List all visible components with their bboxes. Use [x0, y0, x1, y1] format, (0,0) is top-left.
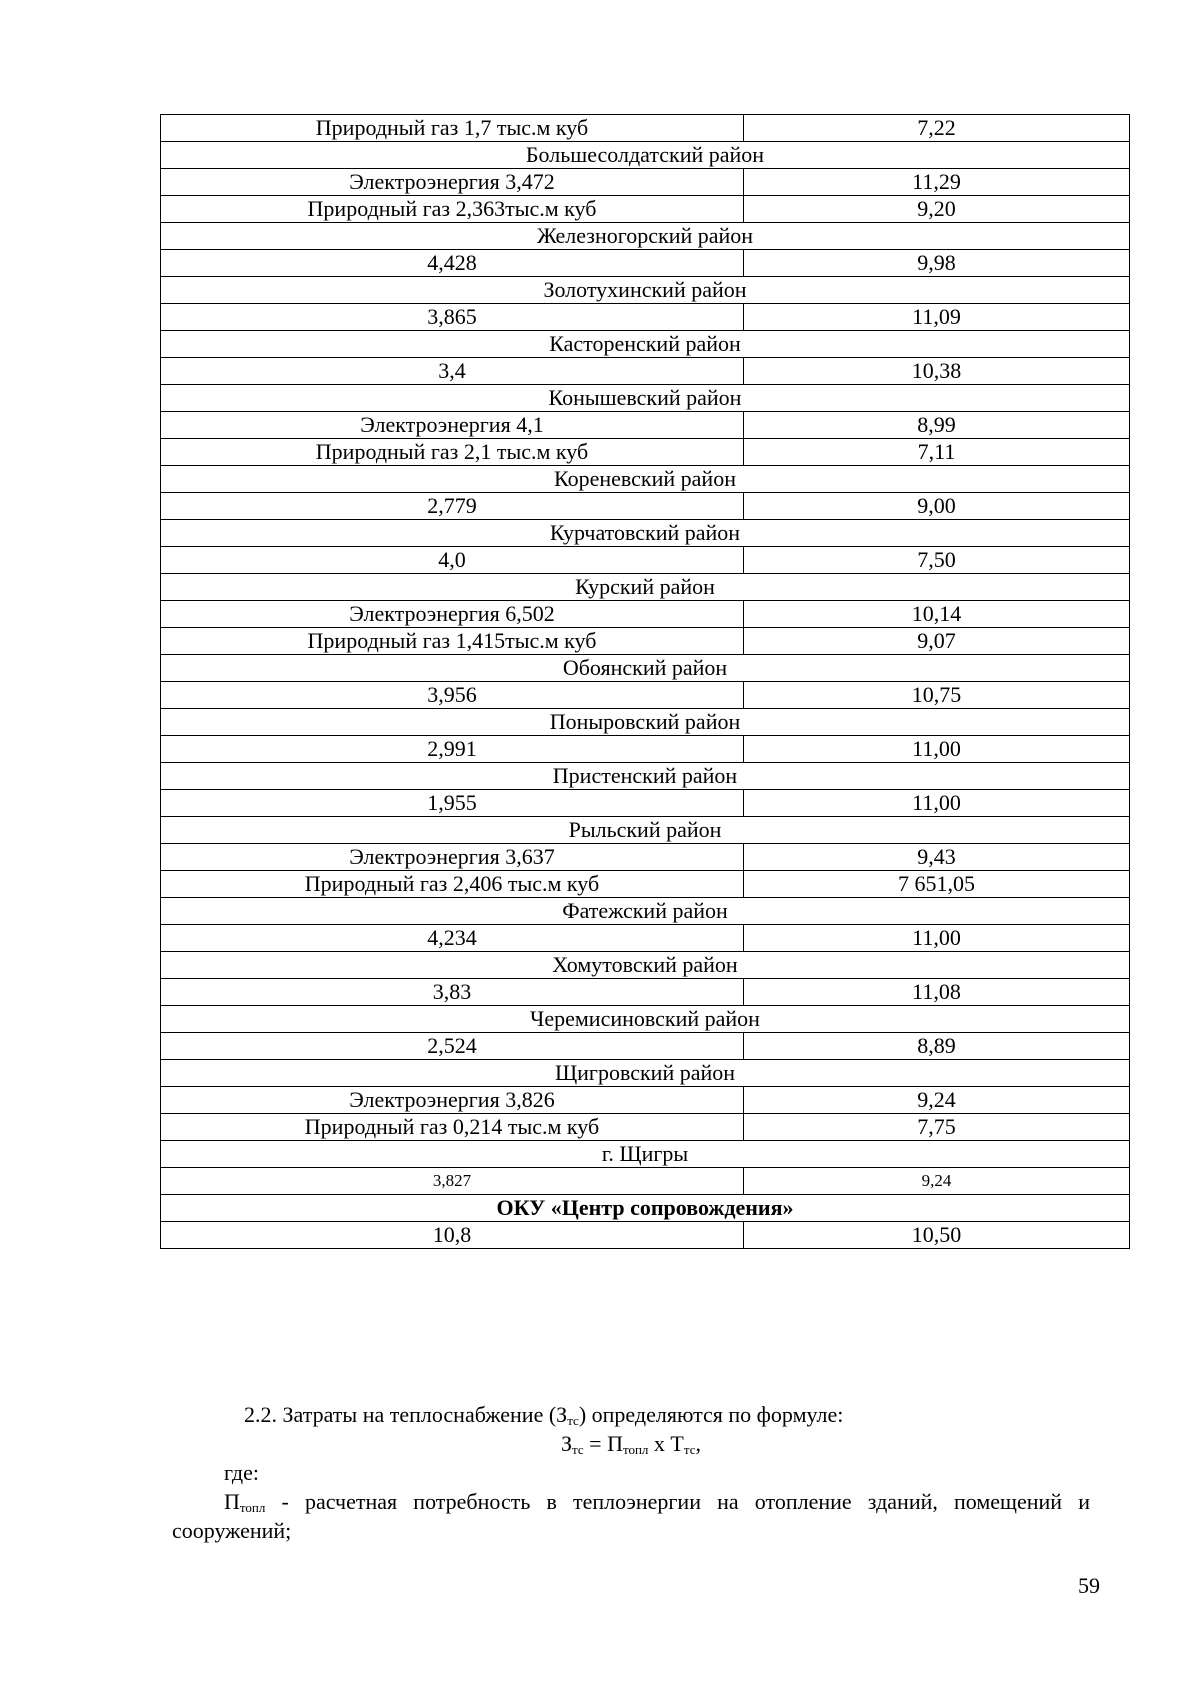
- table-row: [161, 358, 1130, 385]
- tariff-cell: 10,38: [744, 358, 1130, 385]
- tariff-cell: 10,14: [744, 601, 1130, 628]
- table-row: [161, 547, 1130, 574]
- consumption-cell: Природный газ 2,406 тыс.м куб: [161, 871, 744, 898]
- district-name: Черемисиновский район: [161, 1006, 1130, 1033]
- tariff-cell: 11,09: [744, 304, 1130, 331]
- table-row: [161, 628, 1130, 655]
- district-header-row: [161, 709, 1130, 736]
- district-name: Кореневский район: [161, 466, 1130, 493]
- district-name: Поныровский район: [161, 709, 1130, 736]
- district-header-row: [161, 331, 1130, 358]
- text-block: [172, 1400, 1090, 1545]
- consumption-cell: Электроэнергия 6,502: [161, 601, 744, 628]
- district-header-row: [161, 763, 1130, 790]
- table-row: [161, 196, 1130, 223]
- tariff-cell: 9,24: [744, 1168, 1130, 1195]
- district-name: г. Щигры: [161, 1141, 1130, 1168]
- table-row: [161, 304, 1130, 331]
- district-name: Щигровский район: [161, 1060, 1130, 1087]
- consumption-cell: Электроэнергия 4,1: [161, 412, 744, 439]
- tariff-cell: 9,07: [744, 628, 1130, 655]
- definition-paragraph: $П_{топл}$ - расчетная потребность в теплоэнергии на отопление зданий, помещений и сооружений;: [172, 1489, 1090, 1543]
- consumption-cell: 4,0: [161, 547, 744, 574]
- table-row: [161, 1033, 1130, 1060]
- tariff-cell: 7,11: [744, 439, 1130, 466]
- tariff-cell: 11,00: [744, 925, 1130, 952]
- table-row: [161, 169, 1130, 196]
- consumption-cell: 4,428: [161, 250, 744, 277]
- consumption-cell: 2,524: [161, 1033, 744, 1060]
- consumption-cell: Природный газ 2,1 тыс.м куб: [161, 439, 744, 466]
- consumption-cell: 3,956: [161, 682, 744, 709]
- consumption-cell: Природный газ 1,415тыс.м куб: [161, 628, 744, 655]
- tariff-cell: 9,98: [744, 250, 1130, 277]
- district-header-row: [161, 1060, 1130, 1087]
- tariff-cell: 9,20: [744, 196, 1130, 223]
- consumption-cell: Электроэнергия 3,826: [161, 1087, 744, 1114]
- district-name: Обоянский район: [161, 655, 1130, 682]
- consumption-cell: Электроэнергия 3,472: [161, 169, 744, 196]
- tariff-table-body: [161, 115, 1130, 1249]
- district-name: Железногорский район: [161, 223, 1130, 250]
- tariff-cell: 9,43: [744, 844, 1130, 871]
- district-name: ОКУ «Центр сопровождения»: [161, 1195, 1130, 1222]
- table-row: [161, 1222, 1130, 1249]
- tariff-cell: 8,99: [744, 412, 1130, 439]
- district-name: Большесолдатский район: [161, 142, 1130, 169]
- page-number: 59: [1078, 1573, 1100, 1598]
- tariff-cell: 7 651,05: [744, 871, 1130, 898]
- district-header-row: [161, 574, 1130, 601]
- district-header-row: [161, 817, 1130, 844]
- table-row: [161, 790, 1130, 817]
- district-header-row: [161, 277, 1130, 304]
- tariff-cell: 11,29: [744, 169, 1130, 196]
- table-row: [161, 493, 1130, 520]
- table-row: [161, 1114, 1130, 1141]
- table-row: [161, 115, 1130, 142]
- tariff-cell: 9,00: [744, 493, 1130, 520]
- district-name: Конышевский район: [161, 385, 1130, 412]
- consumption-cell: Электроэнергия 3,637: [161, 844, 744, 871]
- district-header-row: [161, 466, 1130, 493]
- tariff-cell: 11,08: [744, 979, 1130, 1006]
- consumption-cell: 1,955: [161, 790, 744, 817]
- tariff-cell: 9,24: [744, 1087, 1130, 1114]
- consumption-cell: 2,991: [161, 736, 744, 763]
- district-header-row: [161, 655, 1130, 682]
- district-name: Касторенский район: [161, 331, 1130, 358]
- where-label: где:: [224, 1460, 259, 1485]
- consumption-cell: Природный газ 1,7 тыс.м куб: [161, 115, 744, 142]
- tariff-cell: 11,00: [744, 790, 1130, 817]
- table-row: [161, 871, 1130, 898]
- table-row: [161, 1087, 1130, 1114]
- tariff-cell: 11,00: [744, 736, 1130, 763]
- table-row: [161, 979, 1130, 1006]
- district-header-row: [161, 898, 1130, 925]
- consumption-cell: 3,865: [161, 304, 744, 331]
- table-row: [161, 412, 1130, 439]
- tariff-table: [160, 114, 1130, 1249]
- district-header-row: [161, 952, 1130, 979]
- table-row: [161, 925, 1130, 952]
- table-row: [161, 1168, 1130, 1195]
- table-row: [161, 844, 1130, 871]
- district-name: Пристенский район: [161, 763, 1130, 790]
- district-header-row: [161, 223, 1130, 250]
- district-header-row: [161, 385, 1130, 412]
- district-header-row: [161, 520, 1130, 547]
- district-name: Рыльский район: [161, 817, 1130, 844]
- district-name: Золотухинский район: [161, 277, 1130, 304]
- tariff-cell: 7,50: [744, 547, 1130, 574]
- table-row: [161, 601, 1130, 628]
- tariff-cell: 7,75: [744, 1114, 1130, 1141]
- consumption-cell: 3,83: [161, 979, 744, 1006]
- consumption-cell: Природный газ 2,363тыс.м куб: [161, 196, 744, 223]
- tariff-cell: 10,50: [744, 1222, 1130, 1249]
- district-name: Курский район: [161, 574, 1130, 601]
- district-name: Курчатовский район: [161, 520, 1130, 547]
- district-header-row: [161, 142, 1130, 169]
- table-row: [161, 250, 1130, 277]
- section-2-2-paragraph: 2.2. Затраты на теплоснабжение $(З_{тс})$ определяются по формуле:: [244, 1402, 844, 1428]
- district-name: Фатежский район: [161, 898, 1130, 925]
- district-name: Хомутовский район: [161, 952, 1130, 979]
- consumption-cell: 3,4: [161, 358, 744, 385]
- district-header-row: [161, 1006, 1130, 1033]
- district-header-row: [161, 1195, 1130, 1222]
- tariff-cell: 7,22: [744, 115, 1130, 142]
- district-header-row: [161, 1141, 1130, 1168]
- tariff-cell: 8,89: [744, 1033, 1130, 1060]
- table-row: [161, 682, 1130, 709]
- heat-supply-formula: $З_{тс} = П_{топл}$ х $Т_{тс}$,: [561, 1431, 701, 1457]
- tariff-cell: 10,75: [744, 682, 1130, 709]
- table-row: [161, 439, 1130, 466]
- consumption-cell: Природный газ 0,214 тыс.м куб: [161, 1114, 744, 1141]
- table-row: [161, 736, 1130, 763]
- consumption-cell: 3,827: [161, 1168, 744, 1195]
- consumption-cell: 4,234: [161, 925, 744, 952]
- consumption-cell: 2,779: [161, 493, 744, 520]
- consumption-cell: 10,8: [161, 1222, 744, 1249]
